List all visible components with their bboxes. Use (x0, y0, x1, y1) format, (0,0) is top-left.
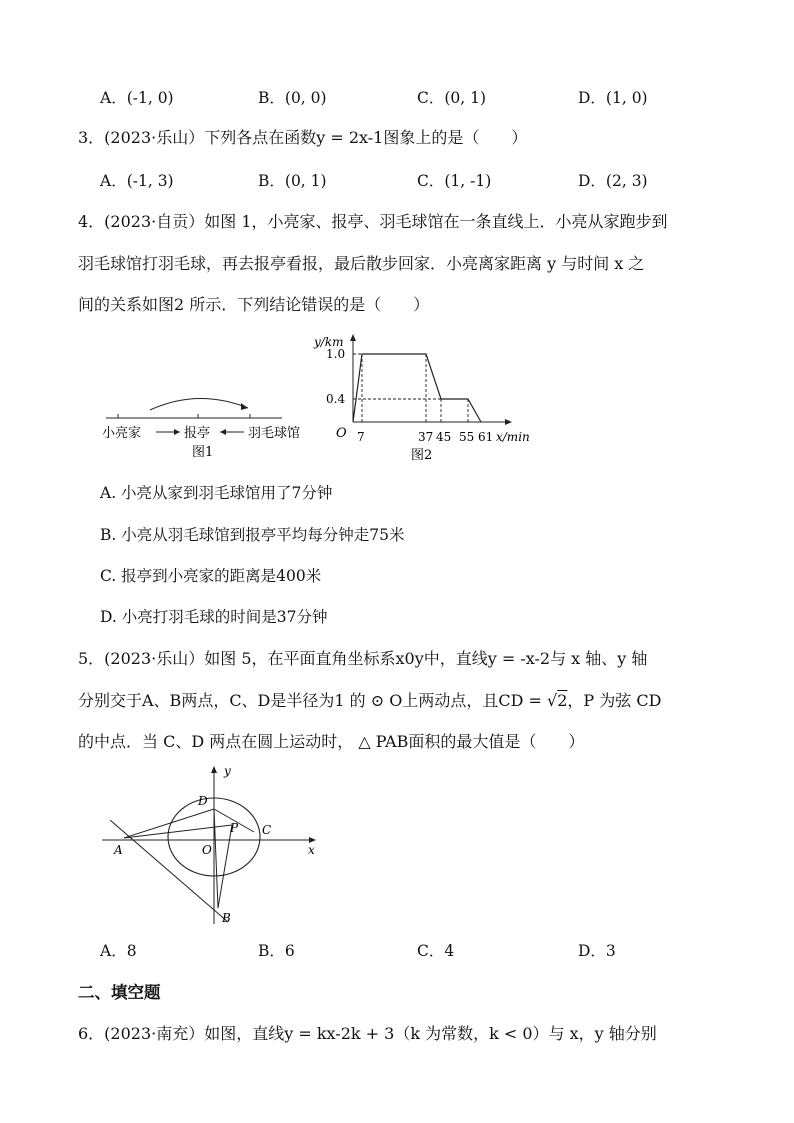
q3-stem: 3．(2023·乐山）下列各点在函数y = 2x-1图象上的是（ ） (78, 128, 528, 147)
q4-figure-1 (98, 390, 318, 465)
sqrt-sign: √ (547, 691, 558, 710)
q5-fig-label-p: P (230, 821, 239, 835)
q4-option-d: D. 小亮打羽毛球的时间是37分钟 (100, 608, 328, 626)
q5-option-c: C．4 (417, 942, 455, 960)
q4-stem-line3: 间的关系如图2 所示．下列结论错误的是（ ） (78, 295, 430, 314)
q5-fig-label-o: O (202, 843, 212, 857)
q5-stem-line3: 的中点．当 C、D 两点在圆上运动时， △ PAB面积的最大值是（ ） (78, 732, 585, 751)
fig2-x-tick-3: 45 (436, 430, 452, 444)
q5-fig-label-c: C (262, 823, 272, 837)
fig2-y-tick-1: 1.0 (326, 347, 346, 361)
q5-option-a: A．8 (100, 942, 137, 960)
q3-option-a: A．(-1, 3) (100, 172, 174, 190)
fig1-label-kiosk: 报亭 (184, 426, 211, 441)
fig2-x-tick-1: 7 (357, 430, 365, 444)
q3-option-c: C．(1, -1) (417, 172, 492, 190)
q3-option-d: D．(2, 3) (578, 172, 648, 190)
fig2-y-tick-2: 0.4 (326, 392, 346, 406)
q3-option-b: B．(0, 1) (258, 172, 327, 190)
q5-figure (96, 762, 326, 930)
fig2-origin: O (336, 426, 347, 441)
q5-stem-line2 (78, 691, 661, 711)
q2-option-c: C．(0, 1) (417, 89, 487, 107)
q4-figure-2 (308, 330, 538, 465)
fig2-x-axis-label: x/min (496, 430, 530, 444)
q5-stem-line2-post: ，P 为弦 CD (567, 691, 662, 710)
q5-sqrt-radicand: 2 (557, 691, 568, 710)
q2-option-d: D．(1, 0) (578, 89, 648, 107)
fig2-y-axis-label: y/km (314, 335, 344, 349)
fig1-caption: 图1 (192, 445, 214, 460)
q4-option-a: A. 小亮从家到羽毛球馆用了7分钟 (100, 484, 333, 502)
q5-stem-line1: 5．(2023·乐山）如图 5，在平面直角坐标系x0y中，直线y = -x-2与 x 轴、y 轴 (78, 649, 648, 668)
fig2-x-tick-4: 55 (459, 430, 475, 444)
q5-fig-label-x: x (308, 843, 315, 857)
fig2-x-tick-5: 61 (478, 430, 494, 444)
q4-option-b: B. 小亮从羽毛球馆到报亭平均每分钟走75米 (100, 526, 405, 544)
q2-option-a: A．(-1, 0) (100, 89, 174, 107)
fig1-label-home: 小亮家 (102, 426, 142, 441)
q4-option-c: C. 报亭到小亮家的距离是400米 (100, 567, 322, 585)
q5-fig-label-d: D (198, 794, 208, 808)
fig2-caption: 图2 (411, 448, 433, 463)
section-title: 二、填空题 (78, 983, 161, 1002)
q4-stem-line1: 4．(2023·自贡）如图 1，小亮家、报亭、羽毛球馆在一条直线上．小亮从家跑步到 (78, 212, 668, 231)
fig1-label-gym: 羽毛球馆 (248, 426, 301, 441)
q5-fig-label-a: A (114, 843, 123, 857)
fig2-x-tick-2: 37 (418, 430, 434, 444)
q2-option-b: B．(0, 0) (258, 89, 327, 107)
q6-stem-line1: 6．(2023·南充）如图，直线y = kx-2k + 3（k 为常数，k < 0）与 x，y 轴分别 (78, 1024, 657, 1043)
q5-option-d: D．3 (578, 942, 616, 960)
q5-fig-label-b: B (222, 911, 231, 925)
q5-stem-line2-pre: 分别交于A、B两点，C、D是半径为1 的 ⊙ O上两动点，且CD = (78, 691, 547, 710)
q4-stem-line2: 羽毛球馆打羽毛球，再去报亭看报，最后散步回家．小亮离家距离 y 与时间 x 之 (78, 254, 645, 273)
q5-fig-label-y: y (224, 764, 231, 778)
q5-option-b: B．6 (258, 942, 295, 960)
